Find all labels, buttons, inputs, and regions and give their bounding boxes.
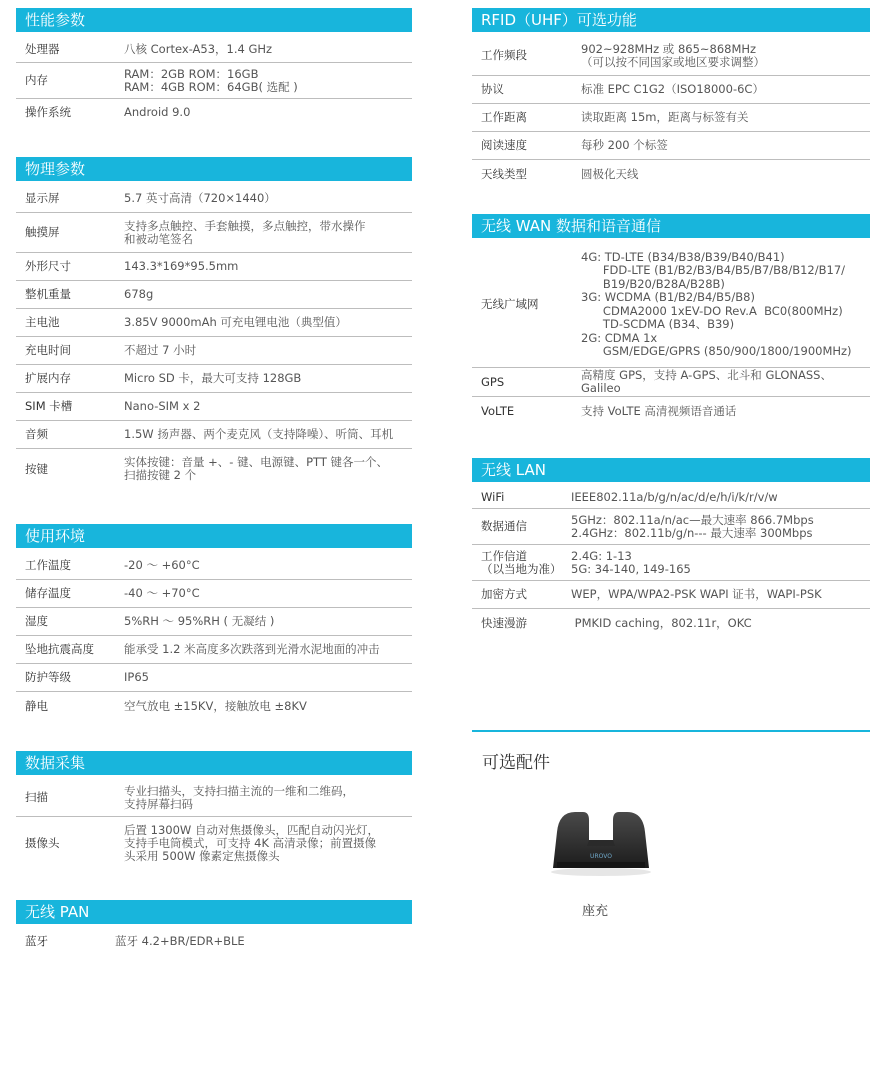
spec-row [16,421,412,449]
spec-value: 支持 VoLTE 高清视频语音通话 [581,404,737,418]
spec-row [16,608,412,636]
spec-value: 1.5W 扬声器、两个麦克风（支持降噪）、听筒、耳机 [124,427,394,441]
spec-row [472,609,870,637]
spec-value: 圆极化天线 [581,166,639,181]
spec-value: 八核 Cortex-A53，1.4 GHz [124,41,273,56]
spec-value: RAM：2GB ROM：16GB RAM：4GB ROM：64GB( 选配 ) [124,66,298,94]
spec-label: 摄像头 [25,835,60,850]
spec-value: IP65 [124,670,149,684]
spec-row [16,779,412,817]
spec-label: 工作距离 [481,110,527,124]
section-rfid [472,8,870,188]
spec-label: GPS [481,374,505,389]
spec-row [472,104,870,132]
spec-row [472,132,870,160]
spec-label: 触摸屏 [25,225,60,239]
section-title: 无线 PAN [16,900,412,924]
spec-label: 协议 [481,82,504,96]
spec-label: 坠地抗震高度 [25,642,94,656]
spec-row [16,253,412,281]
spec-label: 静电 [25,698,48,713]
spec-row [472,242,870,368]
spec-label: 工作温度 [25,558,71,572]
section-title: 物理参数 [16,157,412,181]
spec-label: 阅读速度 [481,138,527,152]
spec-row [472,160,870,188]
spec-value: 标准 EPC C1G2（ISO18000-6C） [581,82,764,96]
section-environment [16,524,412,720]
section-wireless-wan [472,214,870,426]
spec-value: 实体按键：音量 +、- 键、电源键、PTT 键各一个、 扫描按键 2 个 [124,455,389,482]
spec-label: 数据通信 [481,519,527,533]
spec-row [16,928,412,954]
spec-label: 天线类型 [481,166,527,181]
spec-row [16,337,412,365]
spec-row [16,817,412,869]
section-physical [16,157,412,489]
spec-label: SIM 卡槽 [25,399,73,413]
spec-label: 储存温度 [25,586,71,600]
spec-value: 5.7 英寸高清（720×1440） [124,191,276,205]
spec-value: 3.85V 9000mAh 可充电锂电池（典型值） [124,315,347,329]
spec-value: 每秒 200 个标签 [581,138,668,152]
spec-label: 扩展内存 [25,371,71,385]
spec-label: 操作系统 [25,105,71,119]
spec-value: IEEE802.11a/b/g/n/ac/d/e/h/i/k/r/v/w [571,489,778,504]
spec-label: 工作频段 [481,48,527,62]
section-wireless-lan [472,458,870,637]
accessories-title: 可选配件 [482,753,550,773]
section-title: RFID（UHF）可选功能 [472,8,870,32]
spec-row [16,213,412,253]
spec-label: 显示屏 [25,191,60,205]
spec-value: 专业扫描头，支持扫描主流的一维和二维码， 支持屏幕扫码 [124,783,354,811]
spec-row [16,63,412,99]
spec-row [472,36,870,76]
spec-value: 读取距离 15m，距离与标签有关 [581,110,749,124]
spec-row [16,580,412,608]
brand-text: UROVO [590,853,612,860]
spec-row [16,185,412,213]
spec-label: 工作信道 （以当地为准） [481,548,562,576]
spec-row [472,486,870,509]
spec-value: 5%RH ～ 95%RH ( 无凝结 ) [124,614,275,628]
spec-value: 2.4G: 1-13 5G: 34-140, 149-165 [571,548,691,576]
spec-value: 空气放电 ±15KV，接触放电 ±8KV [124,698,307,713]
spec-row [472,368,870,397]
spec-label: 蓝牙 [25,933,48,948]
divider [472,730,870,732]
spec-value: 蓝牙 4.2+BR/EDR+BLE [115,933,245,948]
spec-value: -20 ～ +60°C [124,558,200,572]
spec-row [472,397,870,426]
spec-row [16,365,412,393]
spec-value: 678g [124,287,154,301]
spec-value: 支持多点触控、手套触摸，多点触控，带水操作 和被动笔签名 [124,218,366,246]
spec-row [16,99,412,126]
spec-label: 加密方式 [481,587,527,601]
spec-row [16,692,412,720]
spec-value: 143.3*169*95.5mm [124,259,239,273]
spec-row [16,36,412,63]
spec-row [472,509,870,545]
spec-row [472,581,870,609]
spec-value: PMKID caching，802.11r，OKC [571,615,752,630]
spec-value: WEP，WPA/WPA2-PSK WAPI 证书，WAPI-PSK [571,587,822,601]
spec-label: 快速漫游 [481,615,527,630]
spec-value: Micro SD 卡，最大可支持 128GB [124,371,302,385]
spec-label: 外形尺寸 [25,259,71,273]
spec-label: 湿度 [25,614,48,628]
spec-label: WiFi [481,489,505,504]
section-title: 使用环境 [16,524,412,548]
charging-cradle-icon [545,802,657,878]
spec-label: 无线广域网 [481,296,539,311]
spec-label: 防护等级 [25,670,71,684]
spec-label: 按键 [25,461,48,476]
section-performance [16,8,412,126]
spec-label: 充电时间 [25,343,71,357]
section-wireless-pan [16,900,412,954]
spec-value: -40 ～ +70°C [124,586,200,600]
spec-row [472,76,870,104]
spec-row [16,449,412,489]
spec-label: 音频 [25,427,48,441]
accessory-caption: 座充 [582,904,609,919]
section-data-capture [16,751,412,869]
spec-value: 902~928MHz 或 865~868MHz （可以按不同国家或地区要求调整） [581,41,765,69]
section-title: 无线 LAN [472,458,870,482]
spec-row [16,281,412,309]
charging-cradle-image [545,802,657,878]
spec-label: 内存 [25,73,48,87]
spec-row [16,636,412,664]
spec-label: VoLTE [481,404,515,418]
spec-value: 后置 1300W 自动对焦摄像头，匹配自动闪光灯， 支持手电筒模式，可支持 4K 高清录像；前置摄像 头采用 500W 像素定焦摄像头 [124,822,379,863]
section-title: 数据采集 [16,751,412,775]
spec-value: 高精度 GPS，支持 A-GPS、北斗和 GLONASS、Galileo [581,368,832,395]
spec-value: Android 9.0 [124,105,191,119]
spec-value: 5GHz：802.11a/n/ac—最大速率 866.7Mbps 2.4GHz：802.11b/g/n--- 最大速率 300Mbps [571,512,814,540]
spec-label: 主电池 [25,315,60,329]
spec-value: 不超过 7 小时 [124,343,197,357]
spec-value: 4G: TD-LTE (B34/B38/B39/B40/B41) FDD-LTE (B1/B2/B3/B4/B5/B7/B8/B12/B17/ B19/B20/B28A/B28B) 3G: WCDMA (B1/B2/B4/B5/B8) CDMA2000 1xEV-DO Rev.A BC0(800MHz) TD-SCDMA (B34、B39) 2G: CDMA 1x GSM/EDGE/GPRS (850/900/1800/1900MHz) [581,249,852,358]
spec-row [472,545,870,581]
spec-value: 能承受 1.2 米高度多次跌落到光滑水泥地面的冲击 [124,642,380,656]
spec-row [16,393,412,421]
spec-label: 处理器 [25,41,60,56]
spec-label: 整机重量 [25,287,71,301]
spec-value: Nano-SIM x 2 [124,399,201,413]
section-title: 无线 WAN 数据和语音通信 [472,214,870,238]
spec-row [16,664,412,692]
spec-row [16,552,412,580]
spec-label: 扫描 [25,790,48,804]
section-title: 性能参数 [16,8,412,32]
spec-row [16,309,412,337]
